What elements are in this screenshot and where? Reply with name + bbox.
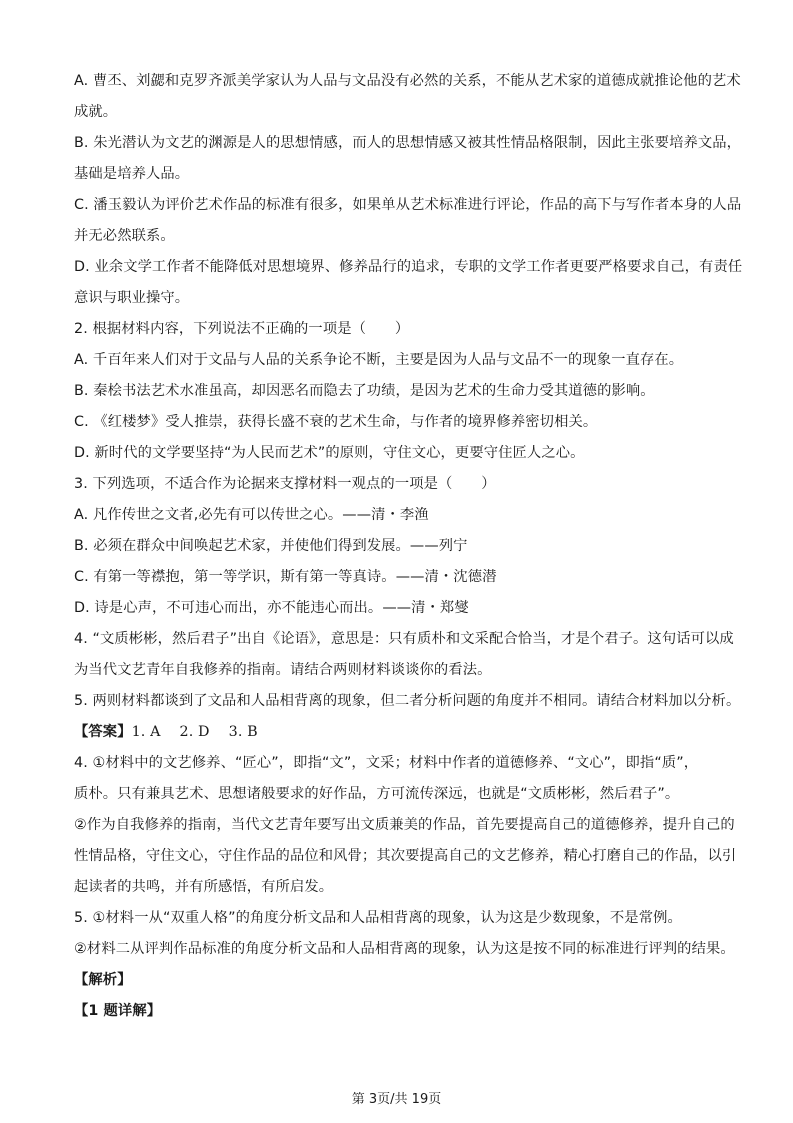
document-body bbox=[74, 66, 743, 1027]
answer-line bbox=[74, 717, 724, 748]
answer-4-line-2: 质朴。只有兼具艺术、思想诸般要求的好作品，方可流传深远，也就是“文质彬彬，然后君子”。 bbox=[74, 786, 680, 802]
q3-option-a: A. 凡作传世之文者,必先有可以传世之心。——清・李渔 bbox=[74, 507, 429, 523]
answer-4-line-1: 4. ①材料中的文艺修养、“匠心”，即指“文”，文采；材料中作者的道德修养、“文心”，即指“质”， bbox=[74, 755, 699, 771]
answer-4-line-5: 起读者的共鸣，并有所感悟，有所启发。 bbox=[74, 879, 334, 895]
answer-4-line-3: ②作为自我修养的指南，当代文艺青年要写出文质兼美的作品，首先要提高自己的道德修养，提升自己的 bbox=[74, 817, 735, 833]
question-4-line-1: 4. “文质彬彬，然后君子”出自《论语》，意思是：只有质朴和文采配合恰当，才是个君子。这句话可以成 bbox=[74, 631, 734, 647]
analysis-tag: 【解析】 bbox=[74, 972, 132, 988]
answer-5-line-2: ②材料二从评判作品标准的角度分析文品和人品相背离的现象，认为这是按不同的标准进行评判的结果。 bbox=[74, 941, 735, 957]
detail-tag: 【1 题详解】 bbox=[74, 1003, 162, 1019]
q3-option-c: C. 有第一等襟抱，第一等学识，斯有第一等真诗。——清・沈德潜 bbox=[74, 569, 497, 585]
q3-option-d: D. 诗是心声，不可违心而出，亦不能违心而出。——清・郑燮 bbox=[74, 600, 469, 616]
q2-option-c: C. 《红楼梦》受人推崇，获得长盛不衰的艺术生命，与作者的境界修养密切相关。 bbox=[74, 414, 598, 430]
q2-option-a: A. 千百年来人们对于文品与人品的关系争论不断，主要是因为人品与文品不一的现象一直存在。 bbox=[74, 352, 684, 368]
option-d-line-2: 意识与职业操守。 bbox=[74, 290, 190, 306]
question-5: 5. 两则材料都谈到了文品和人品相背离的现象，但二者分析问题的角度并不相同。请结合材料加以分析。 bbox=[74, 693, 741, 709]
question-2: 2. 根据材料内容，下列说法不正确的一项是（ ） bbox=[74, 321, 410, 337]
question-4-line-2: 为当代文艺青年自我修养的指南。请结合两则材料谈谈你的看法。 bbox=[74, 662, 492, 678]
option-d-line-1: D. 业余文学工作者不能降低对思想境界、修养品行的追求，专职的文学工作者更要严格要求自己，有责任 bbox=[74, 259, 743, 275]
answer-5-line-1: 5. ①材料一从“双重人格”的角度分析文品和人品相背离的现象，认为这是少数现象，不是常例。 bbox=[74, 910, 682, 926]
answer-4-line-4: 性情品格，守住文心，守住作品的品位和风骨；其次要提高自己的文艺修养，精心打磨自己的作品，以引 bbox=[74, 848, 737, 864]
page-footer: 第 3页/共 19页 bbox=[351, 1092, 442, 1107]
option-b-line-1: B. 朱光潜认为文艺的渊源是人的思想情感，而人的思想情感又被其性情品格限制，因此主张要培养文品， bbox=[74, 135, 742, 151]
option-c-line-1: C. 潘玉毅认为评价艺术作品的标准有很多，如果单从艺术标准进行评论，作品的高下与写作者本身的人品 bbox=[74, 197, 742, 213]
q2-option-d: D. 新时代的文学要坚持“为人民而艺术”的原则，守住文心，更要守住匠人之心。 bbox=[74, 445, 585, 461]
answer-tag: 【答案】 bbox=[74, 724, 132, 740]
option-b-line-2: 基础是培养人品。 bbox=[74, 166, 190, 182]
answer-items: 1. A 2. D 3. B bbox=[131, 724, 258, 740]
option-a-line-2: 成就。 bbox=[74, 104, 118, 120]
question-3: 3. 下列选项，不适合作为论据来支撑材料一观点的一项是（ ） bbox=[74, 476, 496, 492]
q3-option-b: B. 必须在群众中间唤起艺术家，并使他们得到发展。——列宁 bbox=[74, 538, 468, 554]
option-c-line-2: 并无必然联系。 bbox=[74, 228, 175, 244]
q2-option-b: B. 秦桧书法艺术水准虽高，却因恶名而隐去了功绩，是因为艺术的生命力受其道德的影响。 bbox=[74, 383, 655, 399]
option-a-line-1: A. 曹丕、刘勰和克罗齐派美学家认为人品与文品没有必然的关系，不能从艺术家的道德成就推论他的艺术 bbox=[74, 73, 741, 89]
